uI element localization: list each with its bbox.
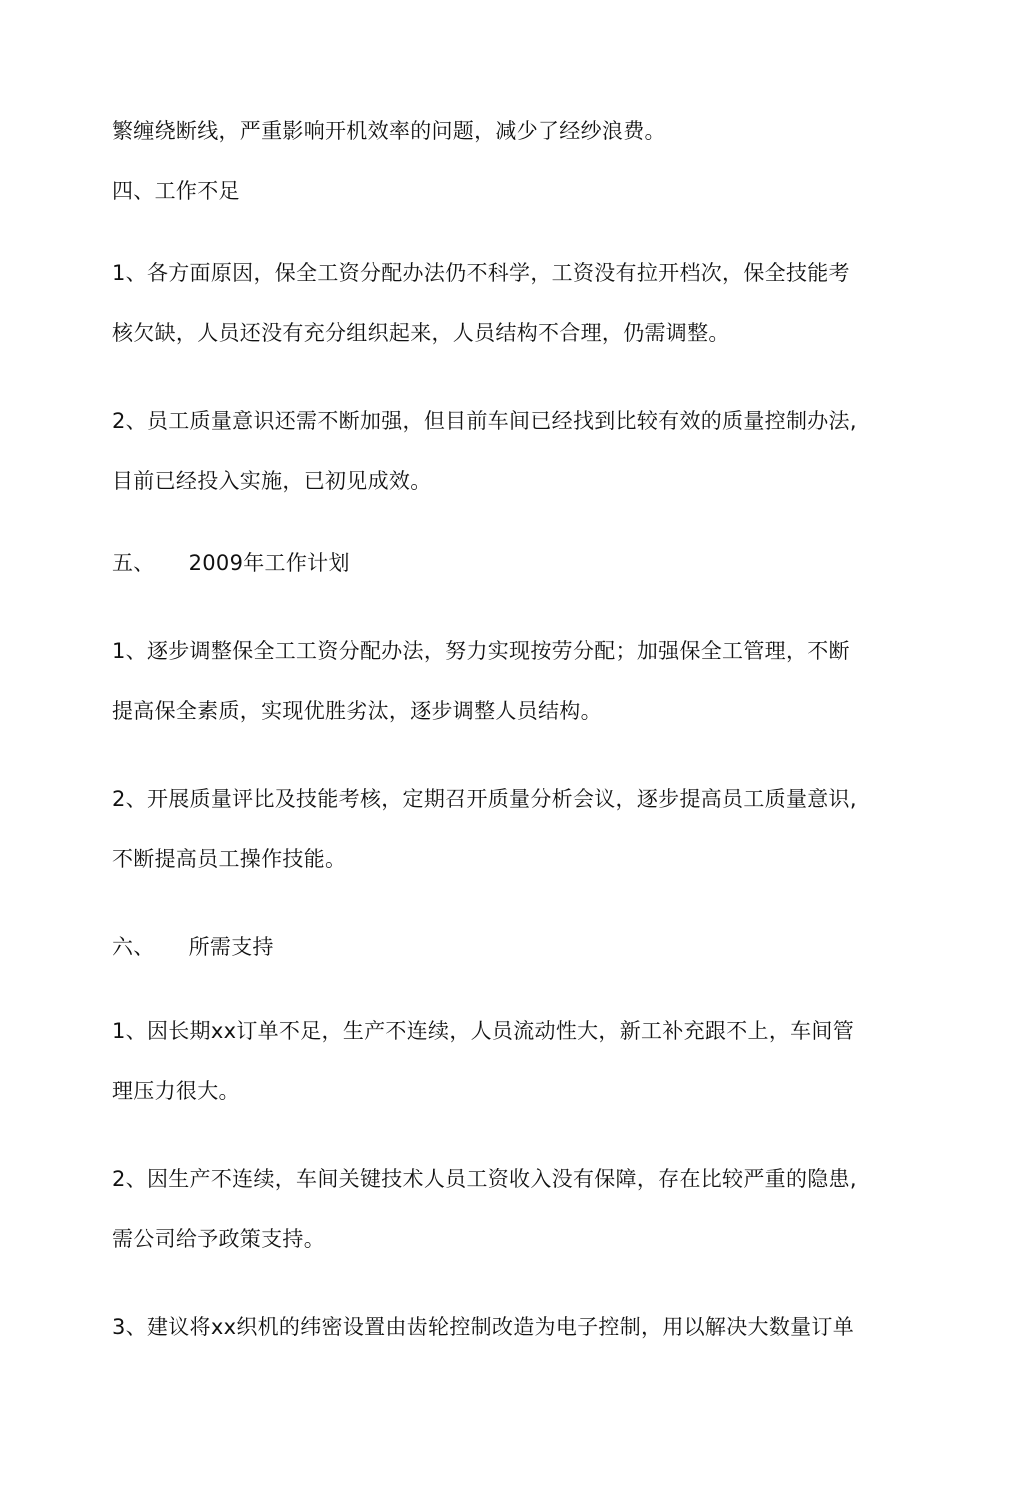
paragraph-line: 2、因生产不连续，车间关键技术人员工资收入没有保障，存在比较严重的隐患, xyxy=(112,1167,857,1191)
paragraph-line: 繁缠绕断线，严重影响开机效率的问题，减少了经纱浪费。 xyxy=(112,119,666,143)
section-title: 2009年工作计划 xyxy=(188,551,350,575)
paragraph-line: 需公司给予政策支持。 xyxy=(112,1227,325,1251)
section-number: 六、 xyxy=(112,935,155,959)
paragraph-line: 1、各方面原因，保全工资分配办法仍不科学，工资没有拉开档次，保全技能考 xyxy=(112,261,850,285)
section-number: 五、 xyxy=(112,551,155,575)
paragraph-line: 2、开展质量评比及技能考核，定期召开质量分析会议，逐步提高员工质量意识, xyxy=(112,787,857,811)
paragraph-line: 理压力很大。 xyxy=(112,1079,240,1103)
paragraph-line: 不断提高员工操作技能。 xyxy=(112,847,347,871)
paragraph-line: 2、员工质量意识还需不断加强，但目前车间已经找到比较有效的质量控制办法, xyxy=(112,409,857,433)
paragraph-line: 1、因长期xx订单不足，生产不连续，人员流动性大，新工补充跟不上，车间管 xyxy=(112,1019,855,1043)
paragraph-line: 核欠缺，人员还没有充分组织起来，人员结构不合理，仍需调整。 xyxy=(112,321,730,345)
paragraph-line: 提高保全素质，实现优胜劣汰，逐步调整人员结构。 xyxy=(112,699,602,723)
section-heading-work-shortcomings: 四、工作不足 xyxy=(112,179,240,203)
section-heading-work-plan xyxy=(112,548,892,578)
section-title: 所需支持 xyxy=(188,935,274,959)
section-heading-support-needed xyxy=(112,932,892,962)
paragraph-line: 3、建议将xx织机的纬密设置由齿轮控制改造为电子控制，用以解决大数量订单 xyxy=(112,1315,855,1339)
paragraph-line: 目前已经投入实施，已初见成效。 xyxy=(112,469,432,493)
paragraph-line: 1、逐步调整保全工工资分配办法，努力实现按劳分配；加强保全工管理，不断 xyxy=(112,639,850,663)
